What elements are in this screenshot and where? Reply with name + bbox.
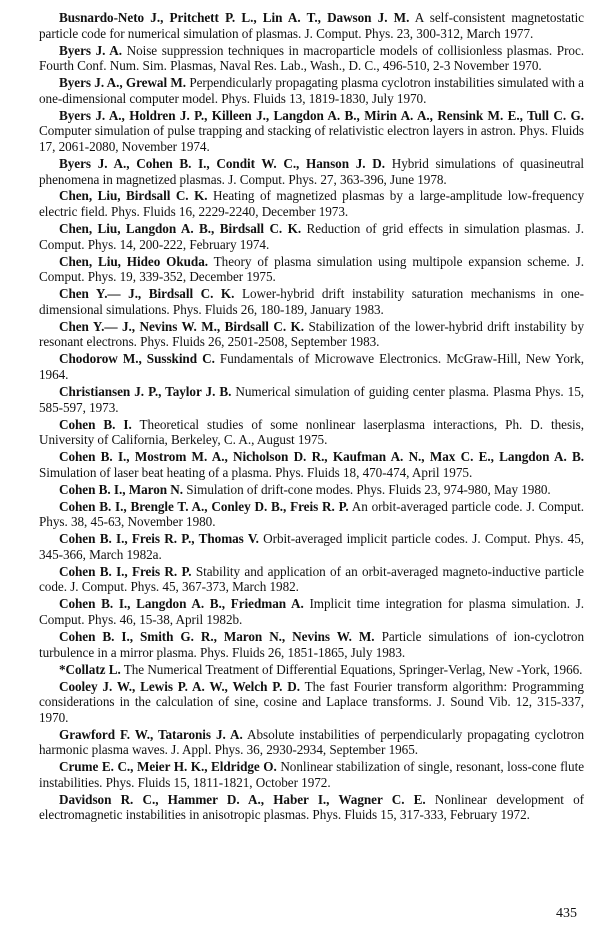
reference-entry (39, 188, 584, 219)
reference-text: Nonlinear stabilization of single, resonant, loss-cone flute instabilities. Phys. Fluids 15, 1811-1821, October 1972. (39, 759, 584, 790)
reference-entry (39, 254, 584, 285)
reference-entry (39, 531, 584, 562)
reference-text: Fundamentals of Microwave Electronics. McGraw-Hill, New York, 1964. (39, 351, 584, 382)
reference-authors: Chen Y.— J., Birdsall C. K. (59, 286, 235, 302)
reference-authors: Cooley J. W., Lewis P. A. W., Welch P. D. (59, 678, 300, 694)
reference-authors: *Collatz L. (59, 661, 121, 677)
reference-text: The Numerical Treatment of Differential Equations, Springer-Verlag, New -York, 1966. (120, 661, 583, 677)
reference-text: A self-consistent magnetostatic particle code for numerical simulation of plasmas. J. Comput. Phys. 23, 300-312, March 1977. (39, 10, 584, 41)
reference-text: Absolute instabilities of perpendicularly propagating cyclotron harmonic plasma waves. J. Appl. Phys. 36, 2930-2934, September 1965. (39, 726, 584, 758)
reference-entry (39, 596, 584, 627)
reference-authors: Davidson R. C., Hammer D. A., Haber I., Wagner C. E. (59, 791, 426, 807)
reference-entry (39, 482, 584, 498)
reference-text: Stability and application of an orbit-averaged magneto-inductive particle code. J. Comput. Phys. 45, 367-373, March 1982. (39, 563, 584, 595)
reference-authors: Busnardo-Neto J., Pritchett P. L., Lin A. T., Dawson J. M. (59, 10, 410, 25)
reference-entry (39, 759, 584, 790)
reference-authors: Grawford F. W., Tataronis J. A. (59, 726, 243, 742)
reference-entry (39, 727, 584, 758)
reference-authors: Byers J. A., Cohen B. I., Condit W. C., Hanson J. D. (59, 155, 385, 171)
reference-text: The fast Fourier transform algorithm: Programming considerations in the calculation of sine, cosine and Laplace transforms. J. Sound Vib. 12, 315-337, 1970. (39, 678, 584, 725)
reference-text: Nonlinear development of electromagnetic instabilities in anisotropic plasmas. Phys. Fluids 15, 317-333, February 1972. (39, 791, 584, 823)
reference-entry (39, 10, 584, 41)
reference-text: Simulation of laser beat heating of a plasma. Phys. Fluids 18, 470-474, April 1975. (39, 464, 473, 480)
reference-entry (39, 108, 584, 155)
reference-text: Orbit-averaged implicit particle codes. J. Comput. Phys. 45, 345-366, March 1982a. (39, 531, 584, 562)
reference-authors: Cohen B. I., Freis R. P., Thomas V. (59, 531, 259, 547)
reference-authors: Chodorow M., Susskind C. (59, 351, 215, 367)
reference-text: Particle simulations of ion-cyclotron turbulence in a mirror plasma. Phys. Fluids 26, 1851-1865, July 1983. (39, 628, 584, 660)
reference-text: Simulation of drift-cone modes. Phys. Fluids 23, 974-980, May 1980. (183, 481, 551, 497)
reference-text: Stabilization of the lower-hybrid drift instability by resonant electrons. Phys. Fluids 26, 2501-2508, September 1983. (39, 318, 585, 350)
reference-entry (39, 351, 584, 382)
reference-entry (39, 679, 584, 726)
reference-entry (39, 286, 584, 317)
reference-text: Reduction of grid effects in simulation plasmas. J. Comput. Phys. 14, 200-222, February 1974. (39, 221, 584, 252)
reference-authors: Byers J. A., Holdren J. P., Killeen J., Langdon A. B., Mirin A. A., Rensink M. E., Tull C. G. (59, 107, 584, 123)
reference-text: Computer simulation of pulse trapping and stacking of relativistic electron layers in astron. Phys. Fluids 17, 2061-2080, November 1974. (39, 123, 584, 154)
reference-authors: Cohen B. I. (59, 416, 132, 432)
page-number: 435 (556, 906, 577, 921)
reference-authors: Chen, Liu, Langdon A. B., Birdsall C. K. (59, 221, 302, 237)
reference-list (39, 10, 584, 824)
reference-text: An orbit-averaged particle code. J. Comput. Phys. 38, 45-63, November 1980. (39, 498, 584, 530)
reference-authors: Cohen B. I., Mostrom M. A., Nicholson D. R., Kaufman A. N., Max C. E., Langdon A. B. (59, 449, 584, 465)
reference-entry (39, 792, 584, 823)
reference-authors: Byers J. A. (59, 42, 122, 58)
reference-authors: Crume E. C., Meier H. K., Eldridge O. (59, 759, 277, 775)
reference-entry (39, 319, 584, 350)
reference-text: Theoretical studies of some nonlinear laserplasma interactions, Ph. D. thesis, University of California, Berkeley, C. A., August 1975. (39, 416, 584, 448)
reference-authors: Cohen B. I., Langdon A. B., Friedman A. (59, 596, 304, 612)
reference-text: Implicit time integration for plasma simulation. J. Comput. Phys. 46, 15-38, April 1982b. (39, 596, 584, 627)
reference-entry (39, 629, 584, 660)
reference-text: Numerical simulation of guiding center plasma. Plasma Phys. 15, 585-597, 1973. (39, 383, 584, 415)
reference-text: Perpendicularly propagating plasma cyclotron instabilities simulated with a one-dimensional computer model. Phys. Fluids 13, 1819-1830, July 1970. (39, 75, 584, 106)
reference-authors: Cohen B. I., Maron N. (59, 481, 183, 497)
reference-text: Heating of magnetized plasmas by a large-amplitude low-frequency electric field. Phys. Fluids 16, 2229-2240, December 1973. (39, 188, 584, 220)
reference-text: Hybrid simulations of quasineutral phenomena in magnetized plasmas. J. Comput. Phys. 27, 363-396, June 1978. (39, 155, 584, 187)
reference-entry (39, 43, 584, 74)
reference-entry (39, 662, 584, 678)
reference-authors: Byers J. A., Grewal M. (59, 75, 187, 91)
reference-text: Lower-hybrid drift instability saturation mechanisms in one-dimensional simulations. Phys. Fluids 26, 180-189, January 1983. (39, 286, 585, 317)
reference-authors: Cohen B. I., Smith G. R., Maron N., Nevins W. M. (59, 628, 375, 644)
reference-entry (39, 75, 584, 106)
reference-authors: Chen Y.— J., Nevins W. M., Birdsall C. K. (59, 318, 305, 334)
reference-entry (39, 156, 584, 187)
reference-authors: Christiansen J. P., Taylor J. B. (59, 383, 232, 399)
reference-entry (39, 449, 584, 480)
reference-text: Theory of plasma simulation using multipole expansion scheme. J. Comput. Phys. 19, 339-352, December 1975. (39, 253, 584, 285)
reference-entry (39, 564, 584, 595)
reference-authors: Cohen B. I., Freis R. P. (59, 563, 192, 579)
reference-authors: Chen, Liu, Birdsall C. K. (59, 188, 208, 204)
reference-entry (39, 221, 584, 252)
reference-entry (39, 384, 584, 415)
reference-authors: Chen, Liu, Hideo Okuda. (59, 253, 208, 269)
reference-authors: Cohen B. I., Brengle T. A., Conley D. B., Freis R. P. (59, 498, 349, 514)
reference-entry (39, 499, 584, 530)
reference-text: Noise suppression techniques in macroparticle models of collisionless plasmas. Proc. Fourth Conf. Num. Sim. Plasmas, Naval Res. Lab., Wash., D. C., 496-510, 2-3 November 1970. (39, 42, 584, 74)
reference-entry (39, 417, 584, 448)
